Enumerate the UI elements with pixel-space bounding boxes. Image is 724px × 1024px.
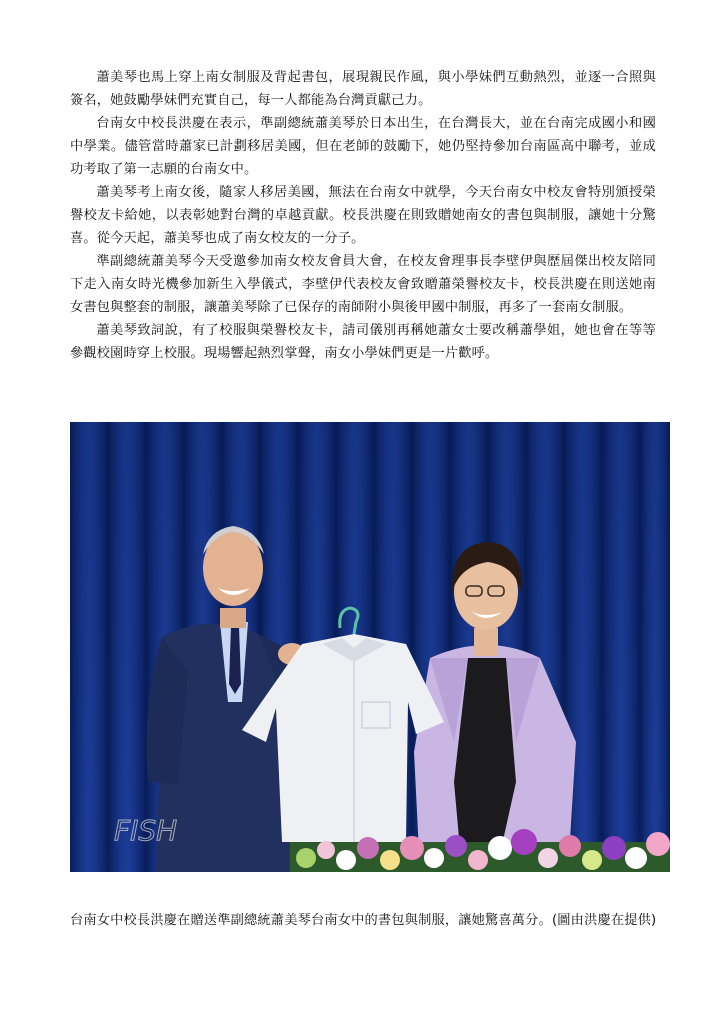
- photo-illustration: [70, 422, 670, 872]
- photo-watermark: FISH: [114, 814, 178, 847]
- paragraph-4: 準副總統蕭美琴今天受邀參加南女校友會員大會，在校友會理事長李壁伊與歷屆傑出校友陪同下走入南女時光機參加新生入學儀式，李壁伊代表校友會致贈蕭榮譽校友卡，校長洪慶在則送她南女書包與整套的制服，讓蕭美琴除了已保存的南師附小與後甲國中制服，再多了一套南女制服。: [70, 254, 656, 315]
- paragraph-2: 台南女中校長洪慶在表示，準副總統蕭美琴於日本出生，在台灣長大，並在台南完成國小和國中學業。儘管當時蕭家已計劃移居美國，但在老師的鼓勵下，她仍堅持參加台南區高中聯考，並成功考取了第一志願的台南女中。: [70, 116, 656, 177]
- photo-caption: 台南女中校長洪慶在贈送準副總統蕭美琴台南女中的書包與制服，讓她驚喜萬分。(圖由洪慶在提供): [70, 913, 657, 928]
- paragraph-5: 蕭美琴致詞說，有了校服與榮譽校友卡，請司儀別再稱她蕭女士要改稱蕭學姐，她也會在等等參觀校園時穿上校服。現場響起熱烈掌聲，南女小學妹們更是一片歡呼。: [70, 323, 656, 361]
- article-body: [70, 66, 656, 365]
- news-photo: [70, 422, 670, 872]
- paragraph-3: 蕭美琴考上南女後，隨家人移居美國，無法在台南女中就學，今天台南女中校友會特別頒授榮譽校友卡給她，以表彰她對台灣的卓越貢獻。校長洪慶在則致贈她南女的書包與制服，讓她十分驚喜。從今天起，蕭美琴也成了南女校友的一分子。: [70, 185, 656, 246]
- paragraph-1: 蕭美琴也馬上穿上南女制服及背起書包，展現親民作風，與小學妹們互動熱烈，並逐一合照與簽名，她鼓勵學妹們充實自己，每一人都能為台灣貢獻己力。: [70, 70, 656, 108]
